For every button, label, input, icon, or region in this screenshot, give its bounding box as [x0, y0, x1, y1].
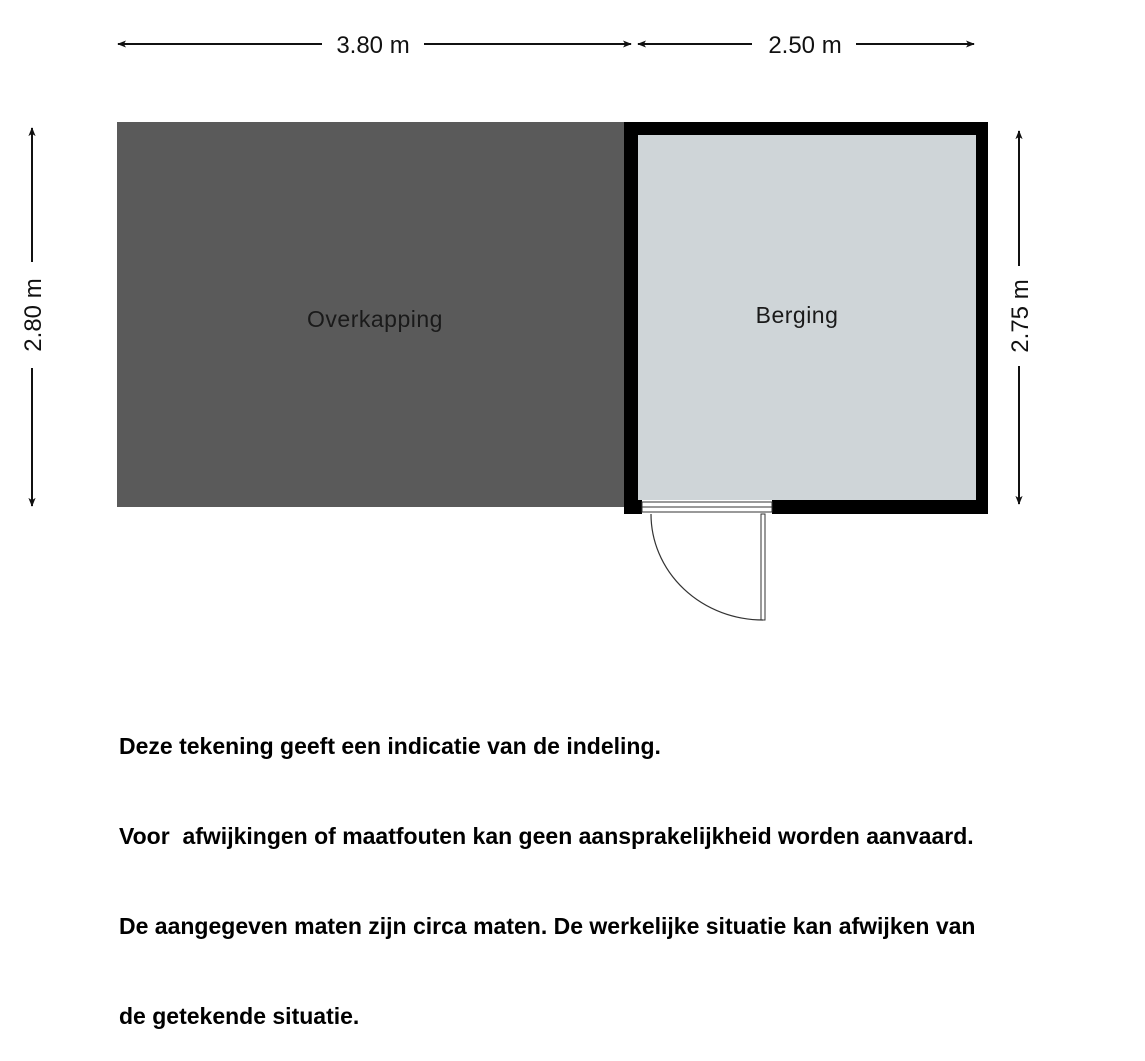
dimension-label-top-left: 3.80 m: [336, 32, 410, 59]
dimension-top-left: [118, 32, 631, 59]
door-swing-arc: [651, 514, 763, 620]
disclaimer-line-2: Voor afwijkingen of maatfouten kan geen aansprakelijkheid worden aanvaard.: [119, 823, 974, 849]
door: [642, 502, 772, 620]
berging-label: Berging: [755, 302, 839, 328]
disclaimer-line-4: de getekende situatie.: [119, 1003, 360, 1029]
disclaimer-line-3: De aangegeven maten zijn circa maten. De werkelijke situatie kan afwijken van: [119, 913, 976, 939]
disclaimer: [119, 671, 1139, 1061]
disclaimer-line-1: Deze tekening geeft een indicatie van de indeling.: [119, 733, 661, 759]
overkapping-label: Overkapping: [307, 306, 443, 332]
dimension-label-left: 2.80 m: [20, 278, 47, 352]
dimension-top-right: [638, 32, 974, 59]
dimension-right: [1007, 131, 1034, 504]
dimension-left: [20, 128, 47, 506]
door-leaf: [761, 514, 765, 620]
dimension-label-top-right: 2.50 m: [768, 32, 842, 59]
dimension-label-right: 2.75 m: [1007, 279, 1034, 353]
